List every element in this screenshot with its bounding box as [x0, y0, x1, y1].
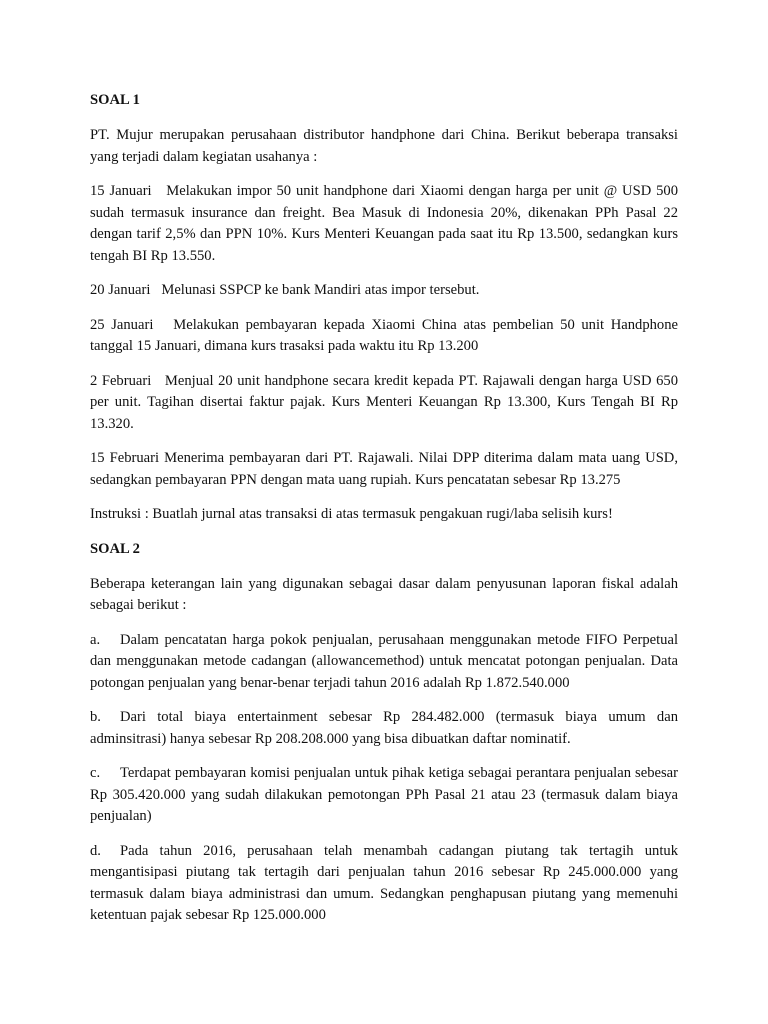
item-letter: d. — [90, 842, 101, 859]
transaction-2-februari — [90, 371, 678, 436]
soal-1-instruction: Instruksi : Buatlah jurnal atas transaksi di atas termasuk pengakuan rugi/laba selisih kurs! — [90, 506, 613, 522]
transaction-text: Melakukan pembayaran kepada Xiaomi China atas pembelian 50 unit Handphone tanggal 15 Januari, dimana kurs trasaksi pada waktu itu Rp 13.200 — [90, 316, 678, 354]
soal-2-heading: SOAL 2 — [90, 540, 140, 557]
transaction-date: 25 Januari — [90, 316, 154, 333]
item-text: Dari total biaya entertainment sebesar Rp 284.482.000 (termasuk biaya umum dan adminsitrasi) hanya sebesar Rp 208.208.000 yang bisa dibuatkan daftar nominatif. — [90, 709, 678, 747]
soal-2-item-d — [90, 841, 678, 927]
transaction-date: 2 Februari — [90, 372, 152, 389]
transaction-date: 20 Januari — [90, 282, 151, 298]
transaction-15-januari — [90, 181, 678, 267]
soal-2-intro: Beberapa keterangan lain yang digunakan sebagai dasar dalam penyusunan laporan fiskal adalah sebagai berikut : — [90, 575, 678, 613]
soal-1-intro: PT. Mujur merupakan perusahaan distributor handphone dari China. Berikut beberapa transaksi yang terjadi dalam kegiatan usahanya : — [90, 127, 678, 165]
transaction-15-februari — [90, 448, 678, 491]
document-page — [90, 90, 678, 940]
transaction-text: Menjual 20 unit handphone secara kredit kepada PT. Rajawali dengan harga USD 650 per unit. Tagihan disertai faktur pajak. Kurs Menteri Keuangan Rp 13.300, Kurs Tengah BI Rp 13.320. — [90, 372, 678, 432]
soal-2-item-b — [90, 707, 678, 750]
soal-1-heading: SOAL 1 — [90, 92, 140, 108]
transaction-25-januari — [90, 315, 678, 358]
item-text: Terdapat pembayaran komisi penjualan untuk pihak ketiga sebagai perantara penjualan sebesar Rp 305.420.000 yang sudah dilakukan pemotongan PPh Pasal 21 atau 23 (termasuk dalam biaya penjualan) — [90, 765, 678, 824]
item-text: Pada tahun 2016, perusahaan telah menambah cadangan piutang tak tertagih untuk mengantisipasi piutang tak tertagih dari penjualan tahun 2016 sebesar Rp 245.000.000 yang termasuk dalam biaya administrasi dan umum. Sedangkan penghapusan piutang yang memenuhi ketentuan pajak sebesar Rp 125.000.000 — [90, 842, 678, 923]
item-letter: c. — [90, 765, 101, 781]
transaction-text: Melakukan impor 50 unit handphone dari Xiaomi dengan harga per unit @ USD 500 sudah termasuk insurance dan freight. Bea Masuk di Indonesia 20%, dikenakan PPh Pasal 22 dengan tarif 2,5% dan PPN 10%. Kurs Menteri Keuangan pada saat itu Rp 13.500, sedangkan kurs tengah BI Rp 13.550. — [90, 183, 678, 264]
soal-2-item-a — [90, 630, 678, 695]
transaction-date: 15 Februari — [90, 450, 160, 466]
item-letter: a. — [90, 631, 101, 648]
transaction-text: Melunasi SSPCP ke bank Mandiri atas impor tersebut. — [161, 282, 480, 298]
transaction-text: Menerima pembayaran dari PT. Rajawali. Nilai DPP diterima dalam mata uang USD, sedangkan pembayaran PPN dengan mata uang rupiah. Kurs pencatatan sebesar Rp 13.275 — [90, 450, 678, 488]
item-text: Dalam pencatatan harga pokok penjualan, perusahaan menggunakan metode FIFO Perpetual dan menggunakan metode cadangan (allowancemethod) untuk mencatat potongan penjualan. Data potongan penjualan yang benar-benar terjadi tahun 2016 adalah Rp 1.872.540.000 — [90, 631, 678, 691]
transaction-date: 15 Januari — [90, 183, 152, 199]
item-letter: b. — [90, 709, 101, 725]
transaction-20-januari — [90, 280, 678, 302]
soal-2-item-c — [90, 763, 678, 828]
